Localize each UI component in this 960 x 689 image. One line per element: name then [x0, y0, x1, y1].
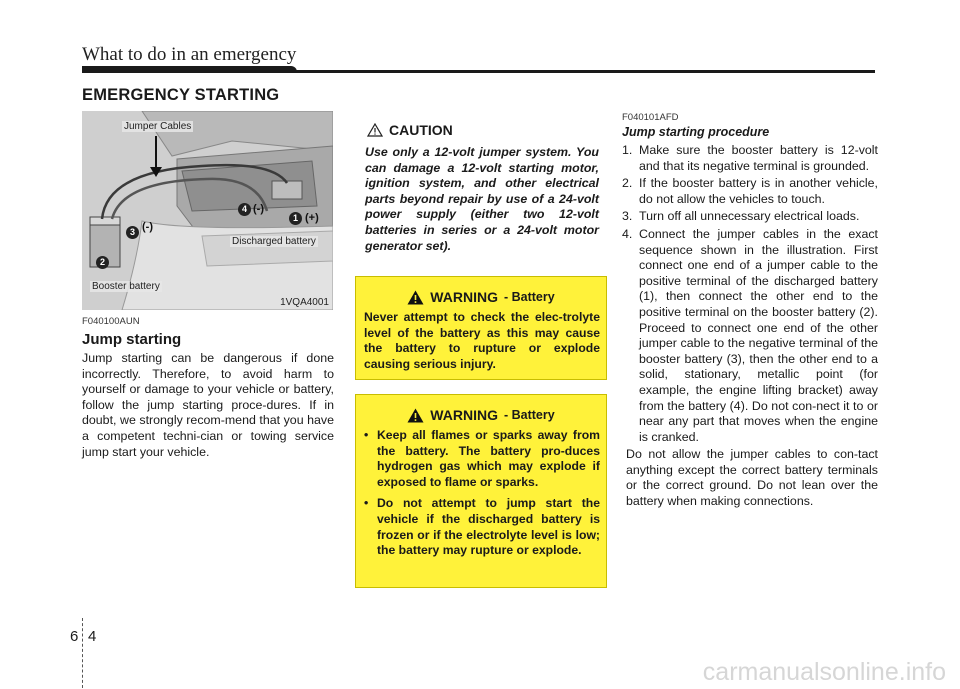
warning-triangle-icon — [407, 408, 424, 423]
warning-list-item: • Do not attempt to jump start the vehicle if the discharged battery is frozen or if the electrolyte level is low; the battery may rupture or explode. — [364, 496, 600, 558]
watermark-text: carmanualsonline.info — [702, 658, 946, 686]
caution-box — [355, 113, 605, 261]
polarity-minus-ground: (-) — [253, 203, 264, 215]
caution-title: CAUTION — [389, 122, 453, 138]
procedure-step — [622, 176, 878, 207]
warning-title: WARNING — [430, 407, 498, 423]
polarity-minus-booster: (-) — [142, 221, 153, 233]
page-number: 4 — [88, 628, 97, 645]
step-number: 1. — [622, 143, 633, 157]
page-header-title: What to do in an emergency — [82, 44, 297, 65]
warning-text: Never attempt to check the elec-trolyte level of the battery as this may cause the battery to rupture or explode causing serious injury. — [364, 310, 600, 371]
step-number: 2. — [622, 176, 633, 191]
jump-starting-paragraph: Jump starting can be dangerous if done incorrectly. Therefore, to avoid harm to yourself or damage to your vehicle or battery, follow the jump starting proce-dures. If in doubt, we strongly recom-mend that you have a competent techni-cian or towing service jump start your vehicle. — [82, 351, 334, 459]
badge-2: 2 — [96, 256, 109, 269]
warning-list — [364, 428, 600, 559]
warning-subtitle: - Battery — [503, 408, 555, 422]
caution-heading — [367, 122, 453, 138]
warning-box-electrolyte — [355, 276, 607, 380]
chapter-number: 6 — [70, 628, 79, 645]
badge-3: 3 — [126, 226, 139, 239]
warning-box-flames — [355, 394, 607, 588]
warning-list-wrap — [364, 428, 600, 565]
procedure-step — [622, 209, 878, 225]
warning-heading — [356, 289, 606, 305]
jump-start-illustration — [82, 111, 333, 310]
warning-title: WARNING — [430, 289, 498, 305]
warning-list-item: • Keep all flames or sparks away from the battery. The battery pro-duces hydrogen gas which may explode if exposed to flame or sparks. — [364, 428, 600, 490]
section-title: EMERGENCY STARTING — [82, 86, 280, 104]
label-discharged-battery: Discharged battery — [232, 236, 316, 247]
left-section-code: F040100AUN — [82, 316, 140, 327]
closing-paragraph: Do not allow the jumper cables to con-tact anything except the correct battery terminals or the correct ground. Do not lean over the battery when making connections. — [626, 447, 878, 509]
procedure-step — [622, 227, 878, 445]
badge-4: 4 — [238, 203, 251, 216]
warning-subtitle: - Battery — [503, 290, 555, 304]
procedure-column — [622, 143, 878, 510]
procedure-steps — [622, 143, 878, 445]
warning-heading — [356, 407, 606, 423]
right-section-code: F040101AFD — [622, 112, 679, 123]
step-text: Turn off all unnecessary electrical loads. — [639, 209, 860, 224]
page-number-divider — [82, 618, 84, 688]
procedure-step — [622, 143, 878, 174]
polarity-plus-discharged: (+) — [305, 212, 319, 224]
caution-triangle-icon — [367, 123, 383, 137]
figure-code: 1VQA4001 — [280, 297, 329, 308]
label-booster-battery: Booster battery — [92, 281, 160, 292]
jump-starting-heading: Jump starting — [82, 331, 182, 348]
label-jumper-cables: Jumper Cables — [124, 121, 192, 132]
warning-triangle-icon — [407, 290, 424, 305]
caution-text: Use only a 12-volt jumper system. You can damage a 12-volt starting motor, ignition system, and other electrical parts beyond repair by use of a 24-volt power supply (either two 12-volt batteries in series or a 24-volt motor generator set). — [365, 145, 599, 253]
step-number: 4. — [622, 226, 633, 241]
step-text: Connect the jumper cables in the exact sequence shown in the illustration. First connect one end of a jumper cable to the positive terminal of the discharged battery (1), then connect the other end to the positive terminal on the booster battery (2). Proceed to connect one end of the other jumper cable to the negative terminal of the booster battery (3), then the other end to a solid, stationary, metallic point (for example, the engine lifting bracket) away from the battery (4). Do not con-nect it to or near any part that moves when the engine is cranked. — [639, 226, 878, 444]
step-text: If the booster battery is in another vehicle, do not allow the vehicles to touch. — [639, 176, 878, 206]
procedure-heading: Jump starting procedure — [622, 125, 770, 139]
step-text: Make sure the booster battery is 12-volt and that its negative terminal is grounded. — [639, 143, 878, 173]
step-number: 3. — [622, 209, 633, 224]
header-rule — [82, 70, 875, 73]
badge-1: 1 — [289, 212, 302, 225]
